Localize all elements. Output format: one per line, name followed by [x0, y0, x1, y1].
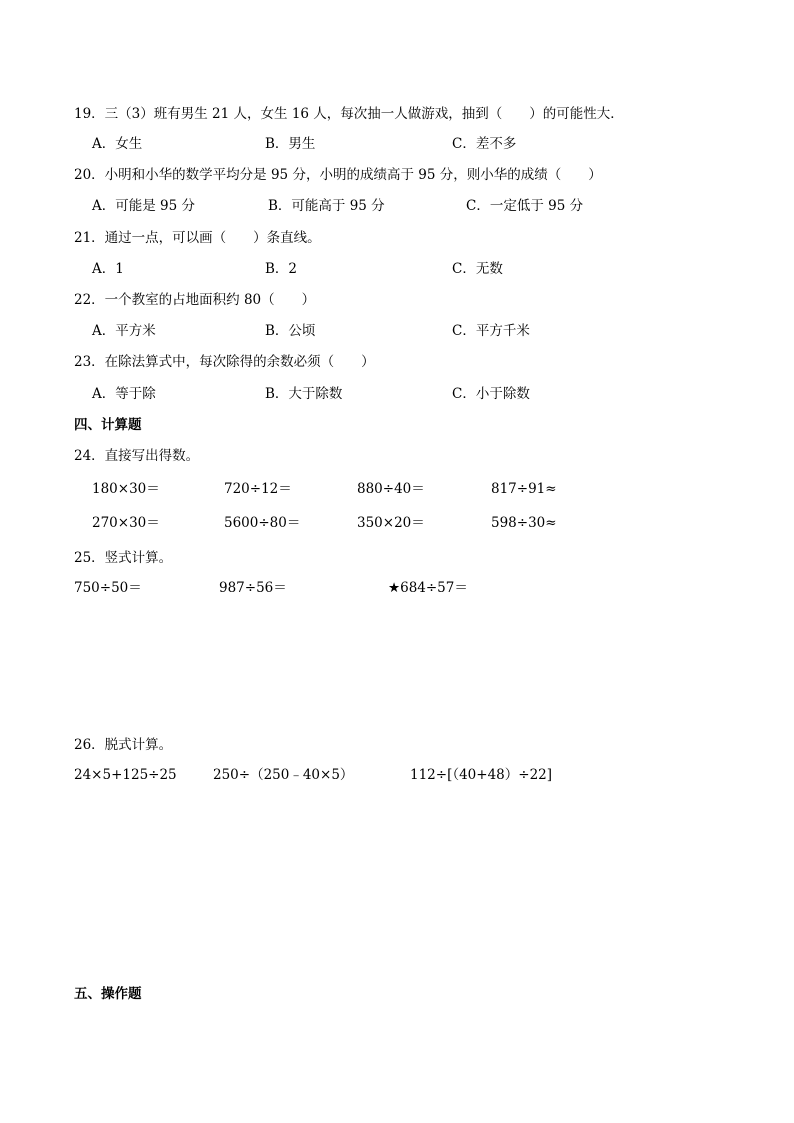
q25-item1: 750÷50＝: [74, 580, 142, 596]
question-21-option-a: A．1: [92, 261, 124, 277]
question-23-option-c: C．小于除数: [452, 386, 530, 402]
question-22-option-b: B．公顷: [265, 323, 316, 339]
q25-item3: ★684÷57＝: [388, 580, 468, 596]
q24-row1-item1: 180×30＝: [92, 481, 160, 497]
q24-row2-item1: 270×30＝: [92, 515, 160, 531]
question-20-option-c: C．一定低于 95 分: [466, 198, 584, 214]
question-26-stem: 26．脱式计算。: [74, 737, 173, 753]
q24-row1-item4: 817÷91≈: [491, 481, 557, 497]
q24-row2-item2: 5600÷80＝: [224, 515, 301, 531]
question-20-stem: 20．小明和小华的数学平均分是 95 分，小明的成绩高于 95 分，则小华的成绩（ ）: [74, 167, 602, 183]
question-19-option-b: B．男生: [265, 136, 316, 152]
q24-row2-item4: 598÷30≈: [491, 515, 557, 531]
q24-row1-item2: 720÷12＝: [224, 481, 292, 497]
question-19-stem: 19．三（3）班有男生 21 人，女生 16 人，每次抽一人做游戏，抽到（ ）的可能性大．: [74, 106, 624, 122]
q24-row2-item3: 350×20＝: [357, 515, 425, 531]
question-20-option-b: B．可能高于 95 分: [268, 198, 385, 214]
question-20-option-a: A．可能是 95 分: [92, 198, 196, 214]
question-23-option-a: A．等于除: [92, 386, 156, 402]
section-4-title: 四、计算题: [74, 417, 142, 433]
question-25-stem: 25．竖式计算。: [74, 550, 173, 566]
q26-item2: 250÷（250﹣40×5）: [213, 767, 354, 783]
question-21-option-c: C．无数: [452, 261, 503, 277]
section-5-title: 五、操作题: [74, 986, 142, 1002]
q26-item1: 24×5+125÷25: [74, 767, 177, 783]
question-19-option-a: A．女生: [92, 136, 143, 152]
question-23-option-b: B．大于除数: [265, 386, 343, 402]
question-22-option-a: A．平方米: [92, 323, 156, 339]
question-24-stem: 24．直接写出得数。: [74, 448, 200, 464]
question-21-stem: 21．通过一点，可以画（ ）条直线。: [74, 230, 321, 246]
question-22-stem: 22．一个教室的占地面积约 80（ ）: [74, 292, 316, 308]
q25-item2: 987÷56＝: [219, 580, 287, 596]
question-21-option-b: B．2: [265, 261, 298, 277]
q24-row1-item3: 880÷40＝: [357, 481, 425, 497]
q26-item3: 112÷[（40+48）÷22]: [410, 767, 553, 783]
question-23-stem: 23．在除法算式中，每次除得的余数必须（ ）: [74, 354, 375, 370]
question-22-option-c: C．平方千米: [452, 323, 530, 339]
question-19-option-c: C．差不多: [452, 136, 517, 152]
